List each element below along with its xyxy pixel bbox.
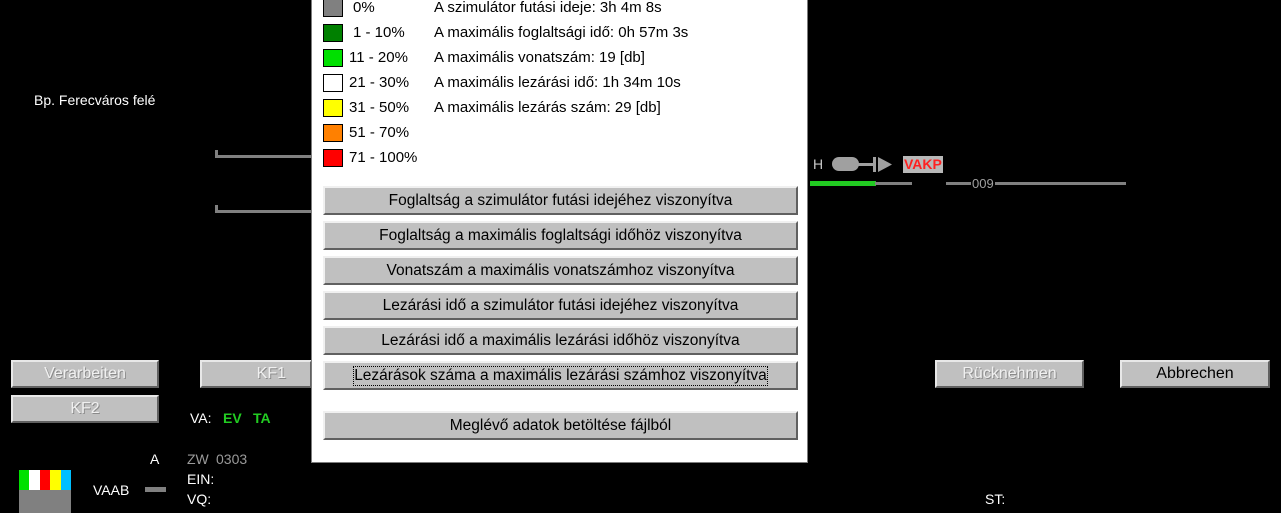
zw-value: 0303 [216, 451, 248, 467]
signal-icon[interactable] [830, 154, 900, 176]
legend-swatch-4 [323, 99, 343, 117]
signal-h-label: H [813, 156, 824, 172]
kf2-button[interactable]: KF2 [11, 395, 159, 423]
info-max-closure-time: A maximális lezárási idő: 1h 34m 10s [434, 74, 681, 91]
status-a-label: A [150, 451, 160, 467]
legend-range-2: 11 - 20% [349, 49, 408, 66]
info-max-train-count: A maximális vonatszám: 19 [db] [434, 49, 645, 66]
vaab-label: VAAB [93, 482, 130, 498]
legend-range-4: 31 - 50% [349, 99, 410, 116]
load-from-file-button[interactable]: Meglévő adatok betöltése fájlból [323, 411, 798, 440]
vq-label: VQ: [187, 491, 212, 507]
va-ev-indicator: EV [223, 410, 242, 426]
direction-label: Bp. Ferecváros felé [34, 92, 156, 108]
signal-name-label[interactable]: VAKP [904, 156, 942, 172]
closure-count-vs-max-button[interactable] [323, 361, 798, 390]
ein-label: EIN: [187, 471, 215, 487]
va-ta-indicator: TA [253, 410, 271, 426]
legend-swatch-6 [323, 149, 343, 167]
zw-label: ZW [187, 451, 209, 467]
occupancy-vs-runtime-button[interactable]: Foglaltság a szimulátor futási idejéhez viszonyítva [323, 186, 798, 215]
train-count-vs-max-button[interactable]: Vonatszám a maximális vonatszámhoz viszonyítva [323, 256, 798, 285]
track-segment [875, 182, 912, 185]
occupancy-vs-max-occupancy-button[interactable]: Foglaltság a maximális foglaltsági időhöz viszonyítva [323, 221, 798, 250]
track-segment-upper [216, 155, 312, 158]
abbrechen-button[interactable]: Abbrechen [1120, 360, 1270, 388]
legend-swatch-1 [323, 24, 343, 42]
legend-range-3: 21 - 30% [349, 74, 410, 91]
closure-count-vs-max-label: Lezárások száma a maximális lezárási számhoz viszonyítva [354, 366, 767, 384]
track-end-upper [215, 150, 218, 158]
legend-range-0: 0% [353, 0, 375, 16]
track-segment-occupied [810, 181, 876, 186]
legend-swatch-2 [323, 49, 343, 67]
legend-swatch-5 [323, 124, 343, 142]
closure-time-vs-max-button[interactable]: Lezárási idő a maximális lezárási időhöz viszonyítva [323, 326, 798, 355]
legend-range-5: 51 - 70% [349, 124, 410, 141]
info-max-closure-count: A maximális lezárás szám: 29 [db] [434, 99, 661, 116]
legend-range-6: 71 - 100% [349, 149, 418, 166]
track-segment-lower [216, 210, 312, 213]
vaab-indicator [145, 487, 166, 492]
rucknehmen-button[interactable]: Rücknehmen [935, 360, 1084, 388]
color-flag-icon [19, 470, 71, 513]
legend-range-1: 1 - 10% [353, 24, 405, 41]
closure-time-vs-runtime-button[interactable]: Lezárási idő a szimulátor futási idejéhez viszonyítva [323, 291, 798, 320]
legend-swatch-3 [323, 74, 343, 92]
info-max-occupancy-time: A maximális foglaltsági idő: 0h 57m 3s [434, 24, 689, 41]
info-runtime: A szimulátor futási ideje: 3h 4m 8s [434, 0, 662, 16]
occupancy-legend-dialog [311, 0, 808, 463]
legend-swatch-0 [323, 0, 343, 17]
track-end-lower [215, 205, 218, 213]
st-label: ST: [985, 491, 1006, 507]
verarbeiten-button[interactable]: Verarbeiten [11, 360, 159, 388]
va-label: VA: [190, 410, 212, 426]
track-number-label: 009 [972, 176, 994, 191]
kf1-button[interactable]: KF1 [200, 360, 312, 388]
